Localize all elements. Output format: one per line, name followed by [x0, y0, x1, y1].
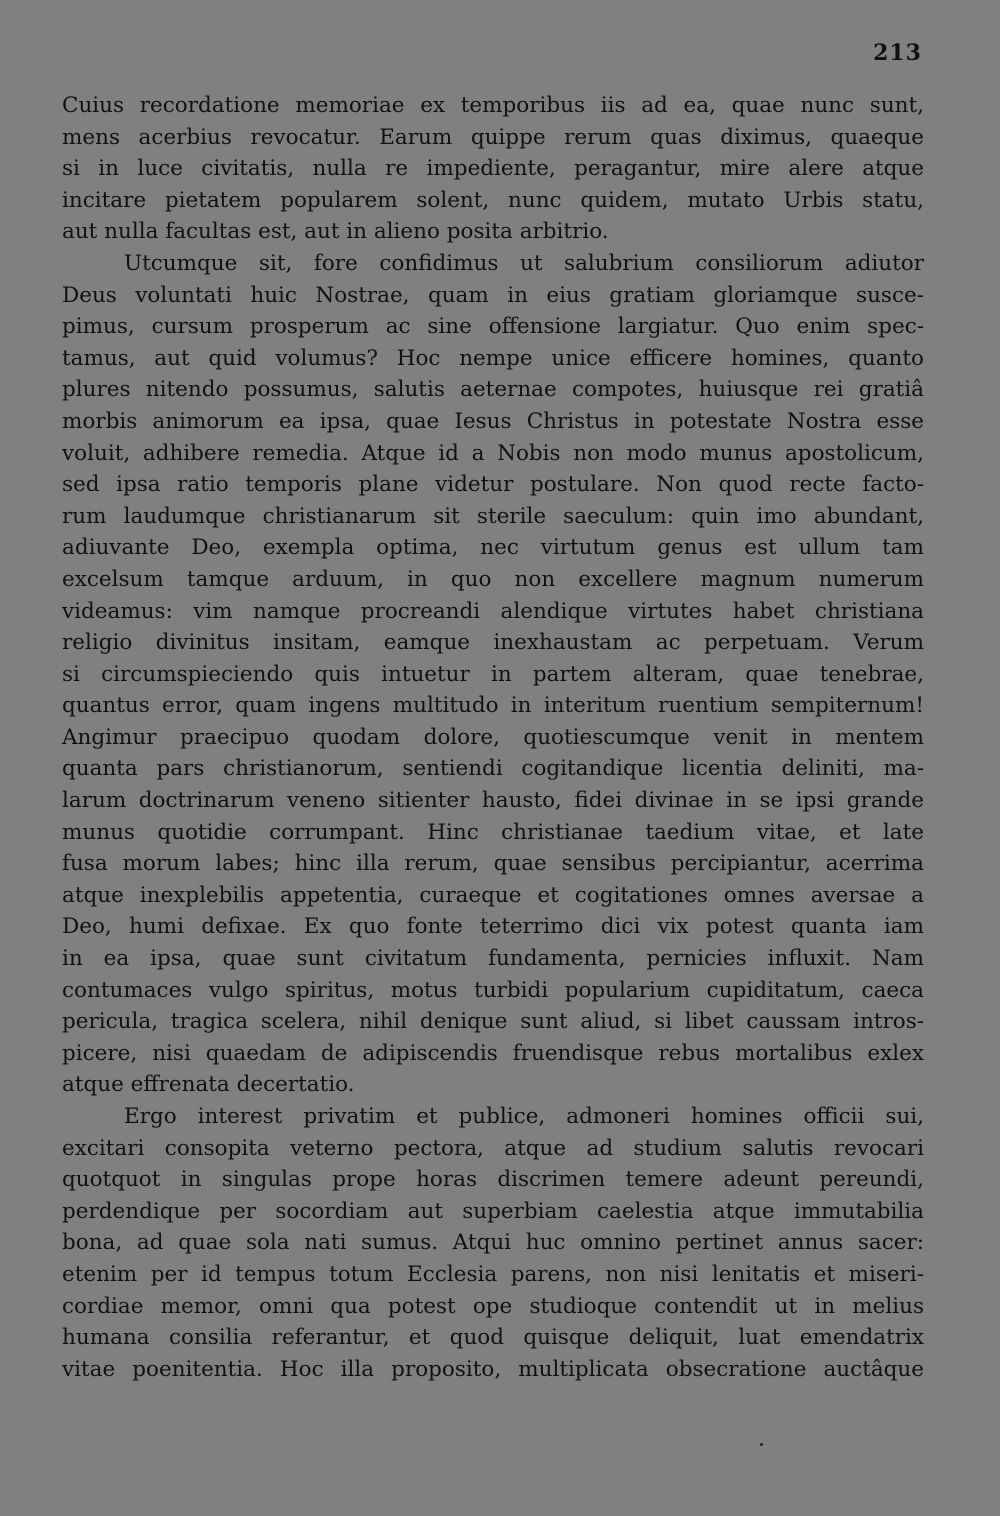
text-line: si in luce civitatis, nulla re impediente, peragantur, mire alere atque [62, 156, 924, 182]
text-line: atque effrenata decertatio. [62, 1072, 355, 1098]
text-line: videamus: vim namque procreandi alendique virtutes habet christiana [62, 598, 924, 624]
text-line: quotquot in singulas prope horas discrimen temere adeunt pereundi, [62, 1167, 924, 1193]
text-line: sed ipsa ratio temporis plane videtur postulare. Non quod recte facto- [62, 472, 924, 498]
text-line: voluit, adhibere remedia. Atque id a Nobis non modo munus apostolicum, [62, 440, 924, 466]
text-line: quanta pars christianorum, sentiendi cogitandique licentia deliniti, ma- [62, 756, 924, 782]
text-line: vitae poenitentia. Hoc illa proposito, multiplicata obsecratione auctâque [62, 1356, 924, 1382]
text-line: pimus, cursum prosperum ac sine offensione largiatur. Quo enim spec- [62, 314, 924, 340]
text-line: atque inexplebilis appetentia, curaeque et cogitationes omnes aversae a [62, 882, 924, 908]
text-line: aut nulla facultas est, aut in alieno posita arbitrio. [62, 219, 609, 245]
text-line: Angimur praecipuo quodam dolore, quotiescumque venit in mentem [62, 724, 924, 750]
text-line: bona, ad quae sola nati sumus. Atqui huc omnino pertinet annus sacer: [62, 1230, 924, 1256]
text-line: morbis animorum ea ipsa, quae Iesus Christus in potestate Nostra esse [62, 408, 924, 434]
text-line: excitari consopita veterno pectora, atque ad studium salutis revocari [62, 1135, 924, 1161]
text-line: Deus voluntati huic Nostrae, quam in eius gratiam gloriamque susce- [62, 282, 924, 308]
text-line: munus quotidie corrumpant. Hinc christianae taedium vitae, et late [62, 819, 924, 845]
text-line: rum laudumque christianarum sit sterile saeculum: quin imo abundant, [62, 503, 924, 529]
text-line: adiuvante Deo, exempla optima, nec virtutum genus est ullum tam [62, 535, 924, 561]
text-line: incitare pietatem popularem solent, nunc quidem, mutato Urbis statu, [62, 187, 924, 213]
text-line: perdendique per socordiam aut superbiam caelestia atque immutabilia [62, 1198, 924, 1224]
paragraph-first-line: Utcumque sit, fore confidimus ut salubrium consiliorum adiutor [124, 250, 924, 276]
text-line: fusa morum labes; hinc illa rerum, quae sensibus percipiantur, acerrima [62, 851, 924, 877]
text-line: pericula, tragica scelera, nihil denique sunt aliud, si libet caussam intros- [62, 1009, 924, 1035]
text-line: excelsum tamque arduum, in quo non excellere magnum numerum [62, 566, 924, 592]
text-line: mens acerbius revocatur. Earum quippe rerum quas diximus, quaeque [62, 124, 924, 150]
text-line: tamus, aut quid volumus? Hoc nempe unice efficere homines, quanto [62, 345, 924, 371]
text-line: larum doctrinarum veneno sitienter hausto, fidei divinae in se ipsi grande [62, 788, 924, 814]
text-line: etenim per id tempus totum Ecclesia parens, non nisi lenitatis et miseri- [62, 1261, 924, 1287]
body-text [62, 90, 924, 1385]
text-line: contumaces vulgo spiritus, motus turbidi popularium cupiditatum, caeca [62, 977, 924, 1003]
text-line: Deo, humi defixae. Ex quo fonte teterrimo dici vix potest quanta iam [62, 914, 924, 940]
text-line: cordiae memor, omni qua potest ope studioque contendit ut in melius [62, 1293, 924, 1319]
text-line: si circumspieciendo quis intuetur in partem alteram, quae tenebrae, [62, 661, 924, 687]
text-line: in ea ipsa, quae sunt civitatum fundamenta, pernicies influxit. Nam [62, 946, 924, 972]
page-number: 213 [873, 40, 922, 66]
text-line: quantus error, quam ingens multitudo in interitum ruentium sempiternum! [62, 693, 924, 719]
text-line: Cuius recordatione memoriae ex temporibus iis ad ea, quae nunc sunt, [62, 93, 924, 118]
text-line: picere, nisi quaedam de adipiscendis fruendisque rebus mortalibus exlex [62, 1040, 924, 1066]
text-line: humana consilia referantur, et quod quisque deliquit, luat emendatrix [62, 1325, 924, 1351]
print-speck [760, 1443, 763, 1446]
paragraph-first-line: Ergo interest privatim et publice, admoneri homines officii sui, [124, 1104, 924, 1129]
text-line: plures nitendo possumus, salutis aeternae compotes, huiusque rei gratiâ [62, 377, 924, 403]
text-line: religio divinitus insitam, eamque inexhaustam ac perpetuam. Verum [62, 630, 924, 656]
